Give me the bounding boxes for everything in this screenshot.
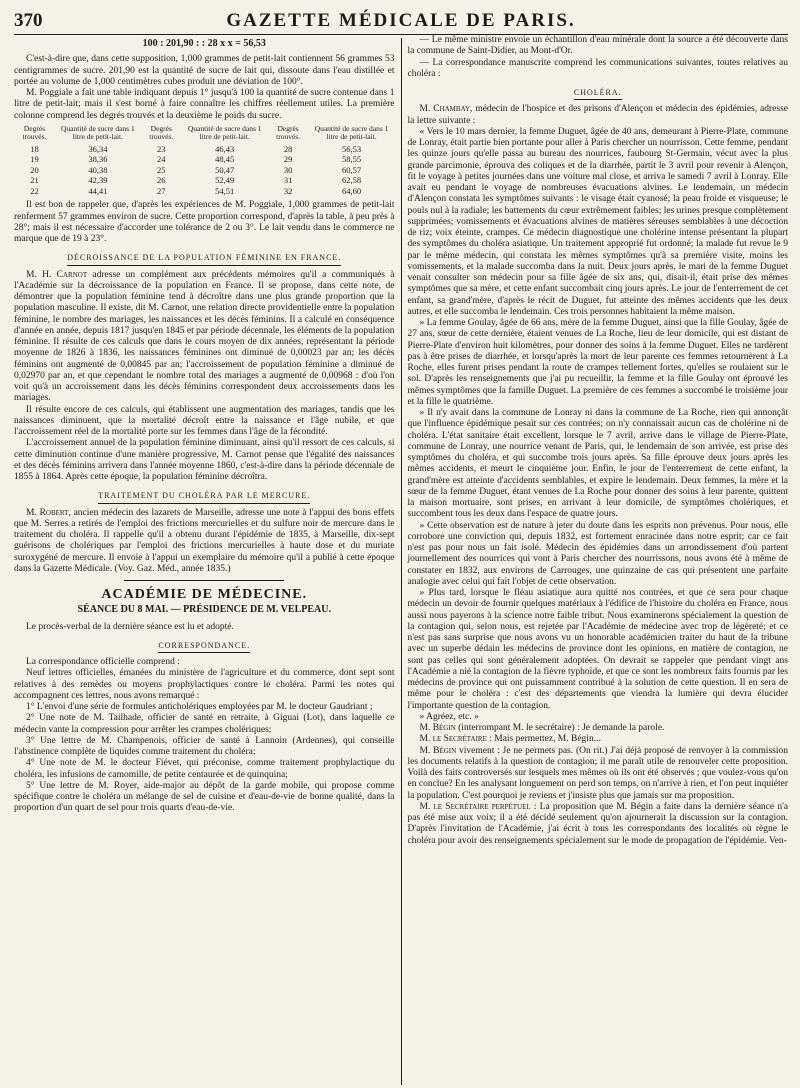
section-heading xyxy=(14,640,395,653)
table-cell: 46,43 xyxy=(215,143,235,154)
section-heading xyxy=(14,252,395,265)
table-header: Quantité de sucre dans 1 litre de petit-lait. xyxy=(314,123,389,142)
formula: 100 : 201,90 : : 28 x x = 56,53 xyxy=(142,38,266,49)
table-cell: 20 xyxy=(30,164,39,175)
table-cell: 32 xyxy=(283,185,293,196)
paragraph: — La correspondance manuscrite comprend les communications suivantes, toutes relatives au choléra : xyxy=(407,57,788,79)
paragraph xyxy=(408,746,789,802)
table-cell: 28 xyxy=(283,143,293,154)
paragraph: La correspondance officielle comprend : xyxy=(26,657,180,667)
section-heading-text: CORRESPONDANCE. xyxy=(158,640,250,653)
table-header: Quantité de sucre dans 1 litre de petit-lait. xyxy=(187,123,262,142)
table-header: Degrés trouvés. xyxy=(276,123,301,142)
masthead xyxy=(14,4,788,35)
paragraph-text: , médecin de l'hospice et des prisons d'Alençon et médecin des épidémies, adresse la lettre suivante : xyxy=(407,104,788,126)
section-heading-text: TRAITEMENT DU CHOLÉRA PAR LE MERCURE. xyxy=(98,490,310,503)
paragraph: — Le même ministre envoie un échantillon d'eau minérale dont la source a été découverte dans la commune de Saint-Didier, au Mont-d'Or. xyxy=(407,35,788,57)
paragraph: » Cette observation est de nature à jeter du doute dans les esprits non prévenus. Pour nous, elle corrobore une conviction qui, depuis 1832, est fortement enracinée dans notre esprit; car ce fait n'est pas pour nous un fait isolé. Médecin des épidémies dans un arrondissement d'où partent journellement des nourrices qui vont à Paris chercher des nourrissons, nous avons été à même de constater en 1832, aux environs de Carrouges, une quinzaine de cas qui présentent une parfaite analogie avec celui qui fait l'objet de cette observation. xyxy=(407,520,788,587)
table-cell: 19 xyxy=(30,154,39,165)
paragraph: » Il n'y avait dans la commune de Lonray ni dans la commune de La Roche, rien qui annonçât que l'influence épidémique pesait sur ces contrées; on n'y connaissait aucun cas de cholérine ni de choléra. L'état sanitaire était excellent, lorsque le 7 avril, arrive dans le village de Pierre-Plate, commune de Lonray, une nourrice venant de Paris, qui, le lendemain de son arrivée, est prise des symptômes du choléra, et qui succombe trois jours après. Sa fille éprouve deux jours après les mêmes accidents, et meurt le cinquième jour. Enfin, le jour de l'enterrement de cette enfant, la grand'mère est atteinte d'accidents semblables, et expire le lendemain. Deux femmes, la mère et la sœur de la femme Duguet, étant venues de La Roche pour donner des soins à leur parente, quittent la maison mortuaire, sont prises, en arrivant à leur domicile, de symptômes cholériques, et succombent tous les deux dans l'espace de quatre jours. xyxy=(407,408,788,520)
table-header-row xyxy=(14,125,395,144)
paragraph xyxy=(14,270,395,405)
paragraph-text: vivement : Je ne permets pas. (On rit.) J'ai déjà proposé de renvoyer à la commission les documents relatifs à la question de contagion; il me paraît utile de renouveler cette proposition. Voilà des faits controversés sur lesquels mes mêmes où ils ont été observés ; que voulez-vous qu'on en conclue? En les analysant longuement on perd son temps, on n'arrive à rien, et l'on peut inquiéter la population. C'est pourquoi je reviens et j'insiste plus que jamais sur ma proposition. xyxy=(407,745,788,801)
table-row xyxy=(14,165,395,176)
author-name: M. Robert xyxy=(26,507,69,518)
table-cell: 21 xyxy=(30,175,39,186)
journal-title: GAZETTE MÉDICALE DE PARIS. xyxy=(226,10,576,31)
table-cell: 29 xyxy=(283,154,293,165)
paragraph-text: (interrompant M. le secrétaire) : Je demande la parole. xyxy=(455,723,665,733)
paragraph xyxy=(14,508,395,576)
table-cell: 40,38 xyxy=(88,164,108,175)
table-header: Degrés trouvés. xyxy=(149,123,174,142)
table-cell: 18 xyxy=(30,143,39,154)
table-cell: 36,34 xyxy=(88,143,108,154)
table-cell: 48,45 xyxy=(215,154,235,165)
page-number: 370 xyxy=(14,10,43,31)
paragraph: Neuf lettres officielles, émanées du ministère de l'agriculture et du commerce, dont sept sont relatives à des remèdes ou moyens prophylactiques contre le choléra. Parmi les notes qui accompagnent ces lettres, nous avons remarqué : xyxy=(14,668,395,701)
left-column xyxy=(14,35,401,1085)
table-cell: 38,36 xyxy=(88,154,108,165)
table-cell: 56,53 xyxy=(341,143,362,154)
columns xyxy=(14,35,788,1085)
table-row xyxy=(14,175,395,186)
table-cell: 54,51 xyxy=(215,185,235,196)
seance-line: SÉANCE DU 8 MAI. — PRÉSIDENCE DE M. VELPEAU. xyxy=(77,604,331,616)
paragraph: » Plus tard, lorsque le fléau asiatique aura quitté nos contrées, et que ce sera pour chaque médecin un devoir de fournir quelques matériaux à l'édifice de l'histoire du choléra en France, nous aussi nous payerons à la science notre faible tribut. Nous examinerons spécialement la question de la contagion qui, selon nous, est rejetée par l'Académie de médecine avec trop de légèreté; et ce n'est pas sans surprise que nous avons vu un honorable académicien traiter du haut de la tribune avec un superbe dédain les médecins de province dont les opinions, en matière de contagion, ne sont pas celles qui sont généralement adoptées. On devrait se rappeler que pendant vingt ans l'Académie a nié la contagion de la fièvre typhoïde, et que ce sont les nombreux faits fournis par les médecins de province qui ont puissamment contribué à la solution de cette question. Il en sera de même pour le choléra : c'est des départements que viendra la lumière qui devra élucider l'importante question de la contagion. xyxy=(407,588,788,711)
table-header: Degrés trouvés. xyxy=(22,123,47,142)
paragraph: Le procès-verbal de la dernière séance est lu et adopté. xyxy=(26,621,234,632)
speaker-name: M. Bégin xyxy=(419,745,457,756)
paragraph xyxy=(408,723,789,734)
table-row xyxy=(14,186,395,197)
table-cell: 58,55 xyxy=(341,154,362,165)
table-cell: 22 xyxy=(30,185,39,196)
paragraph-text: , ancien médecin des lazarets de Marseille, adresse une note à l'appui des bons effets que M. Serres a retirés de l'emploi des frictions mercurielles et du sulfure noir de mercure dans le traitement du choléra. Il rappelle qu'il a obtenu durant l'épidémie de 1835, à Marseille, dix-sept guérisons de cholériques par l'emploi des frictions mercurielles à haute dose et du muriate suroxygéné de mercure. Il envoie à l'appui un exemplaire du mémoire qu'il a publié à cette époque dans la Gazette Médicale. (Voy. Gaz. Méd., année 1835.) xyxy=(14,507,395,574)
paragraph: L'accroissement annuel de la population féminine diminuant, ainsi qu'il ressort de ces calculs, si cette diminution continue d'une manière progressive, M. Carnot pense que l'égalité des naissances et des décès féminins arrivera dans l'année moyenne 1860, c'est-à-dire dans la période décennale de 1855 à 1864. Après cette époque, la population féminine décroîtra. xyxy=(14,438,395,482)
table-cell: 62,58 xyxy=(341,175,362,186)
table-cell: 44,41 xyxy=(88,185,108,196)
paragraph xyxy=(408,104,789,127)
paragraph: 5° Une lettre de M. Royer, aide-major au dépôt de la garde mobile, qui propose comme spécifique contre le choléra un mélange de sel de cuisine et d'eau-de-vie de bonne qualité, dans la proportion d'un quart de sel pour trois quarts d'eau-de-vie. xyxy=(14,780,395,814)
table-cell: 52,49 xyxy=(215,175,235,186)
divider xyxy=(124,580,284,581)
paragraph: » La femme Goulay, âgée de 66 ans, mère de la femme Duguet, ainsi que la fille Goulay, âgée de 27 ans, sœur de cette dernière, étaient venues de La Roche, lieu de leur domicile, qui est distant de Pierre-Plate d'environ huit kilomètres, pour donner des soins à la femme Duguet. Elles ne tardèrent pas à être prises de diarrhée, et lorsqu'après la mort de leur parente ces femmes retournèrent à La Roche, elles furent prises pendant la route de crampes tellement fortes, qu'elles se roulaient sur le sol. D'après les renseignements que j'ai pu recueillir, la femme et la fille Goulay ont éprouvé les mêmes symptômes que la famille Duguet. La première de ces femmes a succombé le troisième jour et la fille le quatrième. xyxy=(407,318,788,407)
paragraph: 1° L'envoi d'une série de formules anticholériques employées par M. le docteur Gaudriant ; xyxy=(26,702,373,712)
table-cell: 30 xyxy=(283,164,293,175)
table-cell: 64,60 xyxy=(341,185,362,196)
paragraph: 3° Une lettre de M. Champenois, officier de santé à Lannoin (Ardennes), qui conseille l'abstinence complète de liquides comme traitement du choléra; xyxy=(14,735,395,757)
table-row xyxy=(14,144,395,155)
author-name: M. H. Carnot xyxy=(26,269,88,280)
table-cell: 42,39 xyxy=(88,175,108,186)
paragraph-text: adresse un complément aux précédents mémoires qu'il a communiqués à l'Académie sur la décroissance de la population en France. Il se propose, dans cette note, de démontrer que la population féminine tend à décroître dans une plus grande proportion que la population masculine. Il existe, dit M. Carnot, une relation directe providentielle entre la population féminine, le nombre des mariages, les naissances et les décès féminins. Il a calculé en conséquence d'année en année, depuis 1817 jusqu'en 1845 et par période décennale, les éléments de la population féminine. Il résulte de ces calculs que dans le cours moyen de dix années, représentant la période moyenne de 1826 à 1836, les naissances féminines ont diminué de 0,00023 par an; les décès féminins ont augmenté de 0,00845 par an; l'accroissement de population féminine a diminué de 0,02970 par an, et que cependant le nombre total des mariages a augmenté de 0,00968 : d'où l'on voit qu'à un accroissement dans les décès féminins correspondent deux accroissements dans les mariages. xyxy=(14,269,395,404)
paragraph xyxy=(408,802,789,847)
paragraph: 4° Une note de M. le docteur Fiévet, qui préconise, comme traitement prophylactique du choléra, les infusions de camomille, de petite centaurée et de quinquina; xyxy=(14,758,395,780)
table-cell: 31 xyxy=(283,175,293,186)
table-cell: 50,47 xyxy=(215,164,235,175)
paragraph-text: : La proposition que M. Bégin a faite dans la dernière séance n'a pas été mise aux voix; il a été décidé seulement qu'on ajournerait la discussion sur la contagion. D'après l'invitation de l'Académie, j'ai écrit à tous les correspondants des localités où règne le choléra pour avoir des renseignements spécialement sur le mode de propagation de l'épidémie. Ven- xyxy=(407,801,788,846)
table-cell: 26 xyxy=(157,175,166,186)
speaker-name: M. le Secrétaire xyxy=(419,734,487,745)
section-heading xyxy=(408,87,789,100)
right-column xyxy=(402,35,789,1085)
speaker-name: M. Bégin xyxy=(419,723,456,733)
table-cell: 23 xyxy=(157,143,166,154)
table-cell: 27 xyxy=(157,185,166,196)
section-heading-text: DÉCROISSANCE DE LA POPULATION FÉMININE EN FRANCE. xyxy=(67,252,341,265)
paragraph: Il est bon de rappeler que, d'après les expériences de M. Poggiale, 1,000 grammes de petit-lait renferment 57 grammes environ de sucre. Cette proportion correspond, d'après la table, à peu près à 28°; mais il est nécessaire d'accorder une tolérance de 2 ou 3°. Le lait vendu dans le commerce ne marque que de 19 à 23°. xyxy=(14,200,395,244)
paragraph: C'est-à-dire que, dans cette supposition, 1,000 grammes de petit-lait contiennent 56 grammes 53 centigrammes de sucre. 201,90 est la quantité de sucre de lait qui, dissoute dans l'eau distillée et portée au volume de 1,000 centimètres cubes produit une déviation de 100°. xyxy=(14,54,395,87)
speaker-name: M. le Secrétaire perpétuel xyxy=(419,801,531,812)
table-cell: 25 xyxy=(157,164,166,175)
paragraph: » Agréez, etc. » xyxy=(419,711,479,722)
paragraph-text: : Mais permettez, M. Bégin... xyxy=(486,734,601,745)
paragraph xyxy=(408,734,789,745)
table-row xyxy=(14,154,395,165)
academy-title: ACADÉMIE DE MÉDECINE. xyxy=(101,587,308,602)
paragraph: 2° Une note de M. Tailhade, officier de santé en retraite, à Giguai (Lot), dans laquelle ce médecin vante la compression pour arrêter les crampes cholériques; xyxy=(14,713,395,735)
table-header: Quantité de sucre dans 1 litre de petit-lait. xyxy=(61,123,135,142)
paragraph: M. Poggiale a fait une table indiquant depuis 1° jusqu'à 100 la quantité de sucre contenue dans 1 litre de petit-lait; mais il s'est borné à faire connaître les chiffres réellement utiles. La première colonne comprend les degrés trouvés et la deuxième le poids du sucre. xyxy=(14,88,395,121)
section-heading-text: CHOLÉRA. xyxy=(574,87,622,100)
sugar-table xyxy=(14,125,395,197)
paragraph: « Vers le 10 mars dernier, la femme Duguet, âgée de 40 ans, demeurant à Pierre-Plate, commune de Lonray, était partie bien portante pour aller à Paris chercher un nourrisson. Cette femme, pendant les quinze jours qu'elle passa au bureau des nourrices, faubourg St-Germain, vécut avec la plus grande parcimonie, éprouva des coliques et de la diarrhée, partit le 3 avril pour revenir à Alençon, fit le voyage à petites journées dans une voiture mal close, et arriva le samedi 7 avril à Lonray. Elle avait eu pendant le voyage de nombreuses évacuations alvines. Le lendemain, un médecin d'Alençon constata les symptômes suivants : le visage était cyanosé; la peau froide et visqueuse; le pouls nul à la radiale; les battements du cœur extrêmement faibles; les urines presque complètement supprimées; vomissements et évacuations alvines de matières séreuses semblables à une décoction de riz; voix éteinte, crampes. Ce médecin diagnostique une cholérine intense présentant la plupart des symptômes du choléra asiatique. Un traitement approprié fut ordonné; la malade fut revue le 9 par le même médecin, qui constata les mêmes symptômes qu'à sa première visite, moins les vomissements, et la malade succomba dans la nuit. Deux jours après, le mari de la femme Duguet venait consulter son médecin pour sa fille âgée de six ans, qui, disait-il, était prise des mêmes symptômes que sa mère, et cette enfant succombait cinq jours après. Le jour de l'enterrement de cet enfant, sa grand'mère, d'après le récit de Duguet, fut atteinte des mêmes accidents que les deux autres, et elle succomba le lendemain. Ces trois personnes habitaient la même maison. xyxy=(407,126,788,317)
table-cell: 60,57 xyxy=(341,164,362,175)
section-heading xyxy=(14,490,395,503)
author-name: M. Chambay xyxy=(419,104,471,115)
table-cell: 24 xyxy=(157,154,166,165)
paragraph: Il résulte encore de ces calculs, qui établissent une augmentation des mariages, tandis que les naissances diminuent, que la mortalité décroît entre la naissance et l'âge nubile, et que l'accroissement réel de la mortalité porte sur les femmes dans l'âge de la fécondité. xyxy=(14,404,395,437)
